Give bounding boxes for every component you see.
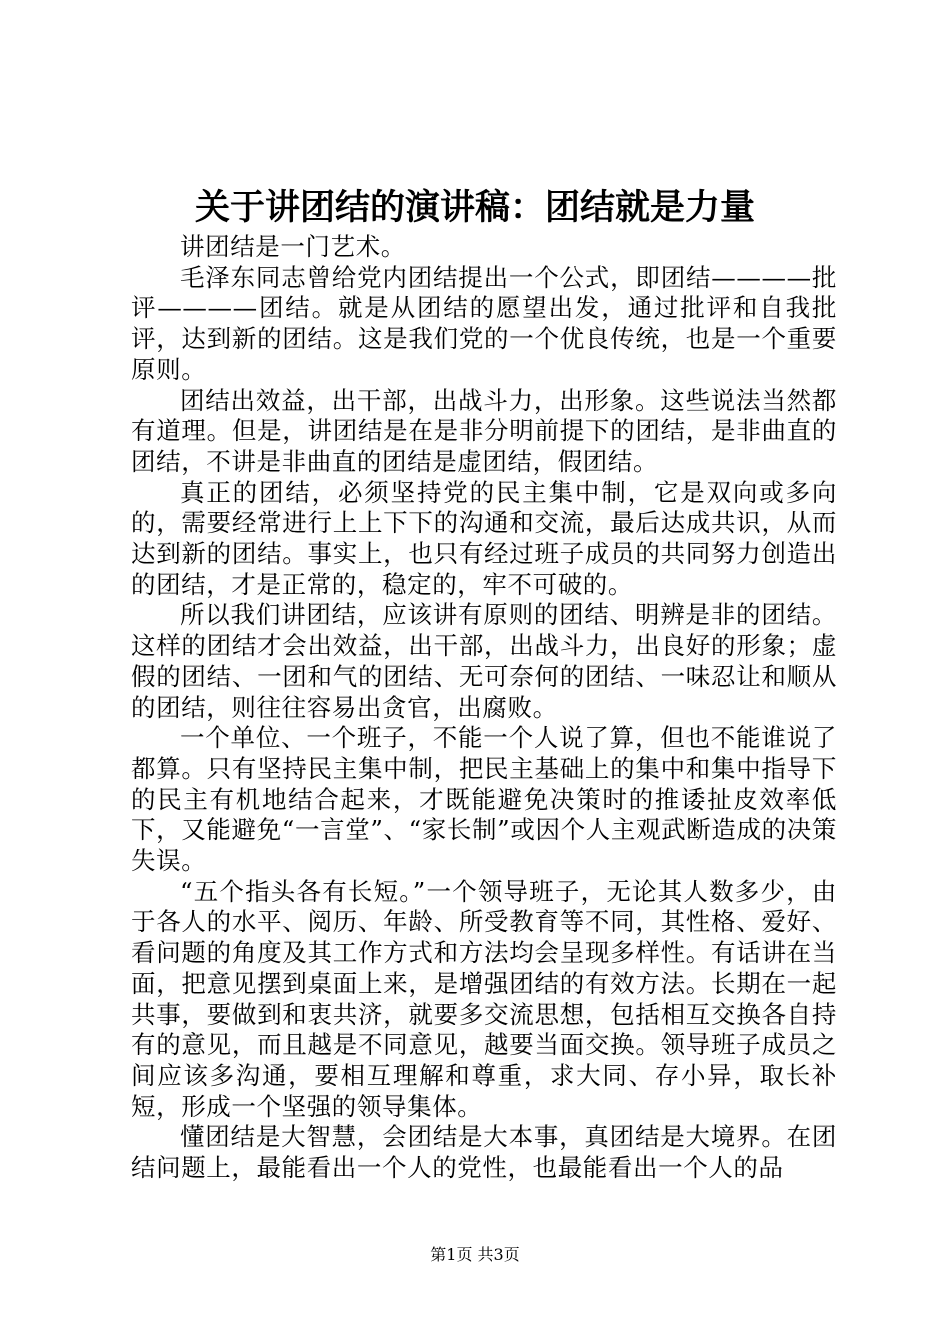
paragraph: 讲团结是一门艺术。 — [180, 232, 406, 261]
paragraph: 真正的团结，必须坚持党的民主集中制，它是双向或多向的，需要经常进行上上下下的沟通和交流，最后达成共识，从而达到新的团结。事实上，也只有经过班子成员的共同努力创造出的团结，才是正常的，稳定的，牢不可破的。 — [131, 477, 837, 599]
document-title: 关于讲团结的演讲稿：团结就是力量 — [194, 187, 755, 228]
paragraph: 团结出效益，出干部，出战斗力，出形象。这些说法当然都有道理。但是，讲团结是在是非分明前提下的团结，是非曲直的团结，不讲是非曲直的团结是虚团结，假团结。 — [131, 385, 837, 476]
paragraph: 所以我们讲团结，应该讲有原则的团结、明辨是非的团结。这样的团结才会出效益，出干部，出战斗力，出良好的形象；虚假的团结、一团和气的团结、无可奈何的团结、一味忍让和顺从的团结，则往往容易出贪官，出腐败。 — [131, 600, 837, 722]
paragraph: “五个指头各有长短。”一个领导班子，无论其人数多少，由于各人的水平、阅历、年龄、所受教育等不同，其性格、爱好、看问题的角度及其工作方式和方法均会呈现多样性。有话讲在当面，把意见摆到桌面上来，是增强团结的有效方法。长期在一起共事，要做到和衷共济，就要多交流思想，包括相互交换各自持有的意见，而且越是不同意见，越要当面交换。领导班子成员之间应该多沟通，要相互理解和尊重，求大同、存小异，取长补短，形成一个坚强的领导集体。 — [131, 876, 837, 1121]
paragraph: 一个单位、一个班子，不能一个人说了算，但也不能谁说了都算。只有坚持民主集中制，把民主基础上的集中和集中指导下的民主有机地结合起来，才既能避免决策时的推诿扯皮效率低下，又能避免“一言堂”、“家长制”或因个人主观武断造成的决策失误。 — [131, 723, 837, 876]
paragraph: 毛泽东同志曾给党内团结提出一个公式，即团结————批评————团结。就是从团结的愿望出发，通过批评和自我批评，达到新的团结。这是我们党的一个优良传统，也是一个重要原则。 — [131, 262, 837, 384]
document-body — [131, 232, 837, 1184]
page-number-footer: 第1页 共3页 — [430, 1245, 520, 1264]
paragraph: 懂团结是大智慧，会团结是大本事，真团结是大境界。在团结问题上，最能看出一个人的党性，也最能看出一个人的品 — [131, 1122, 837, 1183]
